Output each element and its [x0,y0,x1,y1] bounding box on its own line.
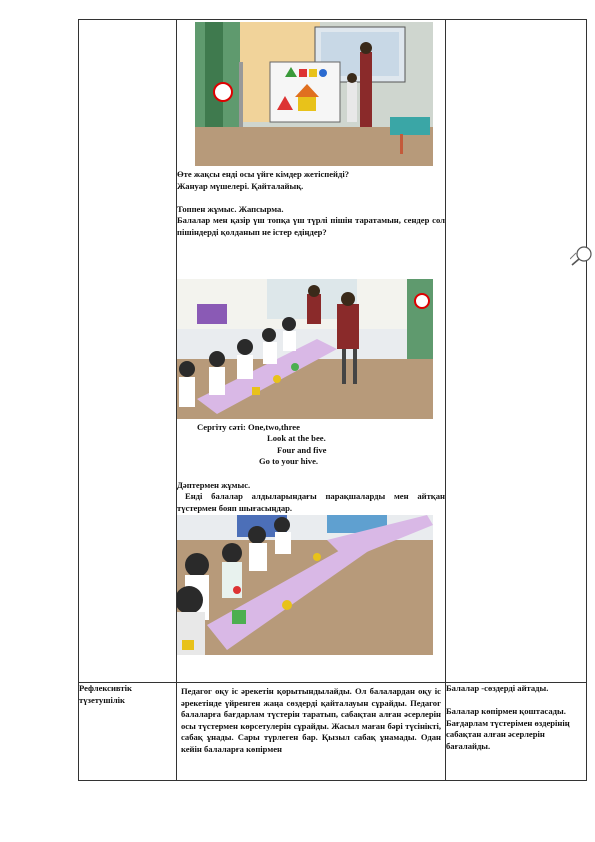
group-work-title: Топпен жұмыс. Жапсырма. [177,203,284,214]
teacher-actions-cell: Педагог оқу іс әрекетін қорытындылайды. Ол балалардан оқу іс әрекетінде үйренген жаңа сөздерді қайталауын сұрайды. Педагог балаларға бағдарлам түстерін таратып, сабақтан алған әсерлерін осы түстермен көрсетулерін сұрайды. Жасыл маған бәрі түсінікті, сабақ ұнады. Сары түрлеген бар. Қызыл сабақ ұнамады. Одан кейін балаларға көпірмен [177,683,446,781]
photo-teacher-board [195,22,433,166]
rhyme-line-2: Look at the bee. [267,433,326,444]
stage-cell-reflection: Рефлексивтік түзетушілік [79,683,177,781]
children-actions-cell [446,683,587,781]
children-action-1: Балалар -сөздерді айтады. [446,683,549,693]
question-line-1: Өте жақсы енді осы үйге кімдер жетіспейді? [177,169,350,179]
stage-cell-empty [79,20,177,683]
notebook-title: Дәптермен жұмыс. [177,479,251,490]
reflection-row [79,683,587,781]
notebook-text: Енді балалар алдыларындағы парақшаларды мен айтқан түстермен бояп шығасыңдар. [177,491,445,513]
rhyme-line-4: Go to your hive. [259,456,319,467]
photo-children-coloring [177,515,433,655]
rhyme-line-3: Four and five [277,444,327,455]
lesson-plan-table [78,19,587,781]
children-cell-empty [446,20,587,683]
rhyme-line-1: : One,two,three [243,421,300,432]
activity-cell [177,20,446,683]
zoom-magnifier-icon[interactable] [570,245,594,267]
photo-children-group-work [177,279,433,419]
group-work-text: Балалар мен қазір үш топқа үш түрлі пішін таратамын, сендер сол пішіндерді қолданып не істер едіңдер? [177,215,445,237]
question-line-2: Жануар мүшелері. Қайталайық. [177,180,304,191]
rhyme-label: Сергіту сәті [197,421,243,432]
children-action-2: Балалар көпірмен қоштасады. Бағдарлам түстерімен өздерінің сабақтан алған әсерлерін бағалайды. [446,706,570,751]
activity-row [79,20,587,683]
